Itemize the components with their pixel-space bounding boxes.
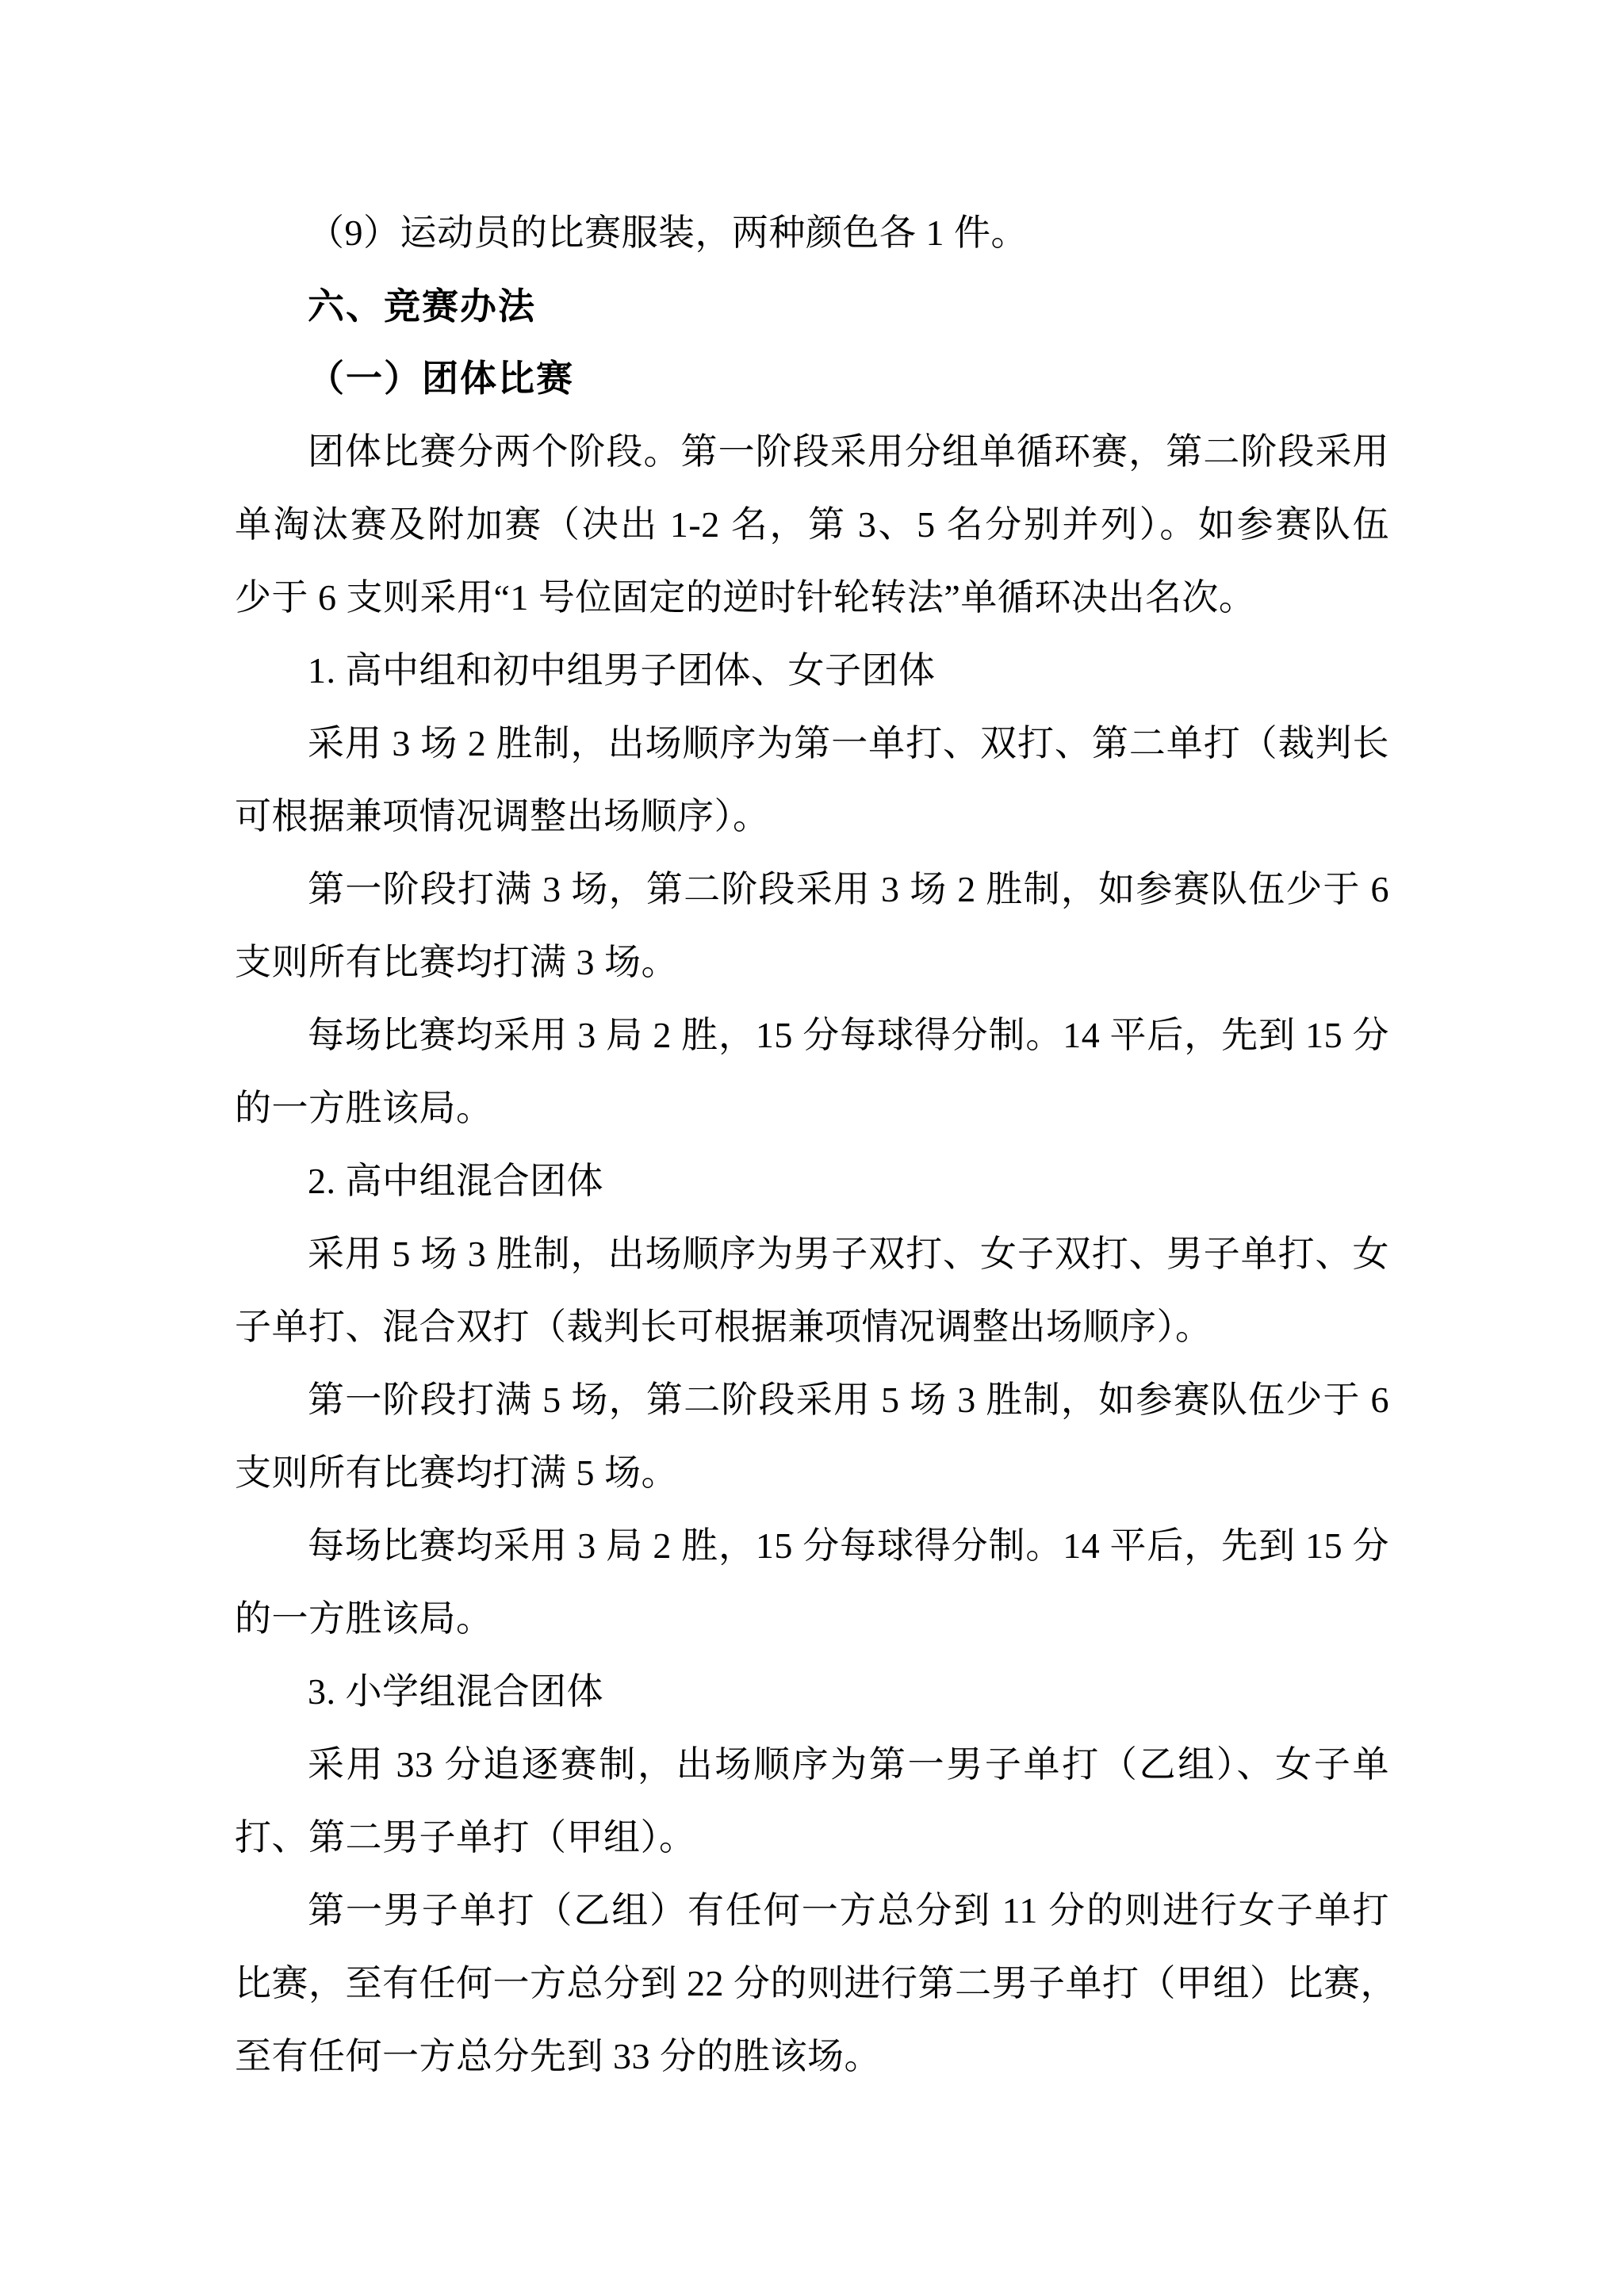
doc-line: 采用 5 场 3 胜制，出场顺序为男子双打、女子双打、男子单打、女: [308, 1234, 1389, 1274]
doc-line: 可根据兼项情况调整出场顺序）。: [235, 796, 770, 836]
doc-line: 3. 小学组混合团体: [308, 1671, 603, 1712]
doc-line: 的一方胜该局。: [235, 1088, 493, 1128]
doc-line: 采用 3 场 2 胜制，出场顺序为第一单打、双打、第二单打（裁判长: [308, 723, 1389, 763]
doc-line: 2. 高中组混合团体: [308, 1161, 603, 1201]
doc-line: 第一男子单打（乙组）有任何一方总分到 11 分的则进行女子单打: [308, 1890, 1389, 1931]
doc-line: 打、第二男子单打（甲组）。: [235, 1817, 696, 1858]
doc-line: 支则所有比赛均打满 5 场。: [235, 1452, 678, 1493]
doc-line: 的一方胜该局。: [235, 1598, 493, 1639]
document-page: [235, 197, 1397, 2093]
subsection-heading-team-competition: （一）团体比赛: [308, 358, 574, 399]
doc-line: 第一阶段打满 3 场，第二阶段采用 3 场 2 胜制，如参赛队伍少于 6: [308, 869, 1389, 909]
doc-line: 每场比赛均采用 3 局 2 胜，15 分每球得分制。14 平后，先到 15 分: [308, 1525, 1389, 1566]
doc-line: 至有任何一方总分先到 33 分的胜该场。: [235, 2036, 881, 2076]
doc-line: （9）运动员的比赛服装，两种颜色各 1 件。: [308, 212, 1028, 253]
section-heading-competition-method: 六、竞赛办法: [308, 285, 536, 327]
doc-line: 少于 6 支则采用“1 号位固定的逆时针轮转法”单循环决出名次。: [235, 577, 1256, 618]
doc-line: 团体比赛分两个阶段。第一阶段采用分组单循环赛，第二阶段采用: [308, 431, 1389, 472]
doc-line: 第一阶段打满 5 场，第二阶段采用 5 场 3 胜制，如参赛队伍少于 6: [308, 1380, 1389, 1420]
doc-line: 1. 高中组和初中组男子团体、女子团体: [308, 650, 936, 691]
doc-line: 子单打、混合双打（裁判长可根据兼项情况调整出场顺序）。: [235, 1307, 1212, 1347]
doc-line: 支则所有比赛均打满 3 场。: [235, 942, 678, 982]
doc-line: 采用 33 分追逐赛制，出场顺序为第一男子单打（乙组）、女子单: [308, 1744, 1389, 1785]
doc-line: 单淘汰赛及附加赛（决出 1-2 名，第 3、5 名分别并列）。如参赛队伍: [235, 504, 1389, 545]
doc-line: 每场比赛均采用 3 局 2 胜，15 分每球得分制。14 平后，先到 15 分: [308, 1015, 1389, 1055]
doc-line: 比赛，至有任何一方总分到 22 分的则进行第二男子单打（甲组）比赛，: [235, 1963, 1397, 2003]
